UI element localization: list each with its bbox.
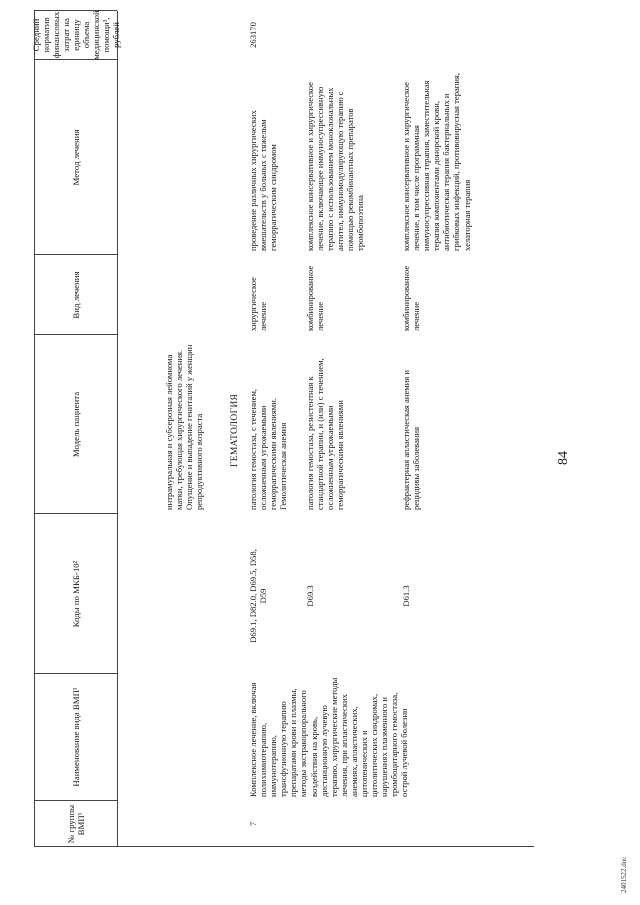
header-method: Метод лечения (71, 129, 81, 186)
footer-file-code: 2401522.doc (620, 856, 628, 893)
header-name: Наименование вида ВМП¹ (71, 687, 81, 787)
header-codes: Коды по МКБ-10² (71, 560, 81, 628)
col-divider-4 (34, 334, 117, 335)
header-treatment-type: Вид лечения (71, 271, 81, 319)
group-number: 7 (248, 821, 258, 827)
row1-model: патология гемостаза, с течением, осложненным угрожаемыми геморрагическими явлениями. Гемолитическая анемия (248, 388, 289, 510)
group-name: Комплексное лечение, включая полихимиотерапию, иммунотерапию, трансфузионную терапию препаратами крови и плазмы, методы экстракорпорального воздействия на кровь, дистанционную лучевую терапию, хирургические методы лечения, при апластических анемиях, апластических, цитопенических и цитолитических синдромах, нарушениях плазменного и тромбоцитарного гемостаза, острой лучевой болезни (248, 677, 410, 797)
col-divider-2 (34, 673, 117, 674)
row2-method: комплексное консервативное и хирургическое лечение, включающее иммуносупрессивную терапию с использованием моноклональных антител, иммуномодулирующую терапию с помощью рекомбинантных препаратов тромбопоэтина (305, 82, 366, 251)
table-border-top (34, 11, 35, 847)
row1-method: проведение различных хирургических вмешательств у больных с тяжелым геморрагическим синдромом (248, 110, 279, 251)
header-bottom-line (117, 11, 118, 847)
col-divider-3 (34, 513, 117, 514)
page-number: 84 (556, 451, 571, 465)
row3-treatment-type: комбинированное лечение (401, 265, 422, 331)
section-title: ГЕМАТОЛОГИЯ (230, 393, 240, 467)
row1-treatment-type: хирургическое лечение (248, 277, 269, 331)
header-cost: Средний норматив финансовых затрат на единицу объема медицинской помощи³, рублей (31, 10, 121, 60)
row3-codes: D61.3 (401, 585, 411, 607)
header-model: Модель пациента (71, 391, 81, 458)
row3-method: комплексное консервативное и хирургическое лечение, в том числе программная иммуносупрессивная терапия, заместительная терапия компонентами донорской крови, антибиотическая терапия бактериальных и грибковых инфекций, противовирусная терапия, хелаторная терапия (401, 72, 472, 251)
vmp-table (31, 10, 534, 847)
col-divider-5 (34, 254, 117, 255)
row3-model: рефрактерная апластическая анемия и рецидивы заболевания (401, 369, 422, 510)
row2-codes: D69.3 (305, 585, 315, 607)
col-divider-1 (34, 800, 117, 801)
row2-treatment-type: комбинированное лечение (305, 265, 326, 331)
row2-model: патология гемостаза, резистентная к стандартной терапии, и (или) с течением, осложненным угрожаемыми геморрагическими явлениями (305, 358, 346, 510)
group-cost: 263170 (248, 22, 258, 48)
header-group: № группы ВМП¹ (66, 804, 86, 844)
row1-codes: D69.1, D82.0, D69.5, D58, D59 (248, 549, 269, 643)
continued-model-text: интрамуральная и субсерозная лейомиома матки, требующая хирургического лечения. Опущение и выпадение гениталий у женщин репродуктивного возраста (164, 344, 205, 510)
table-border-left (34, 846, 534, 847)
